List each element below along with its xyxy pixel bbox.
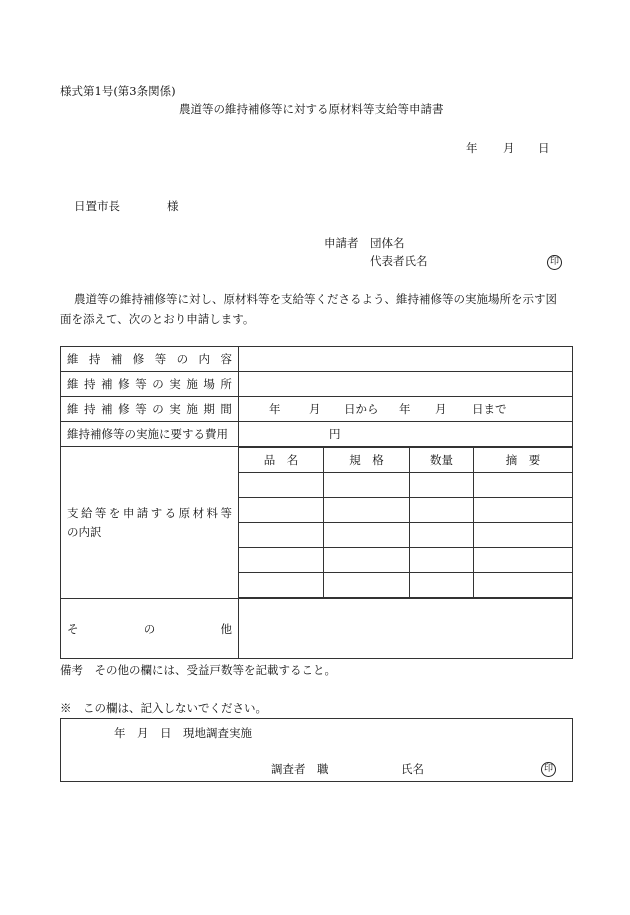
row-place-label [61,372,239,397]
row-cost-label-text: 維持補修等の実施に要する費用 [67,427,228,441]
period-start-month: 月 [309,402,321,416]
materials-cell[interactable] [474,548,573,573]
row-place-field[interactable] [239,372,573,397]
row-content-field[interactable] [239,347,573,372]
row-content-label [61,347,239,372]
other-label-char-2: の [143,621,156,636]
other-field[interactable] [239,599,573,659]
row-content-label-text: 維 持 補 修 等 の 内 容 [67,352,232,366]
materials-grid-cell [239,447,573,599]
date-year-label: 年 [466,141,478,155]
period-end-year: 年 [399,402,411,416]
inspector-label: 調査者 職 [271,762,329,776]
applicant-rep-label: 代表者氏名 [370,254,428,268]
row-period-field[interactable] [239,397,573,422]
intro-line-2: 面を添えて、次のとおり申請します。 [60,312,255,326]
materials-cell[interactable] [324,498,410,523]
date-month-label: 月 [503,141,515,155]
cost-unit: 円 [329,427,341,441]
applicant-org-label: 団体名 [370,236,405,250]
materials-header-remarks: 摘 要 [474,448,573,473]
materials-cell[interactable] [239,548,324,573]
row-place-label-text: 維 持 補 修 等 の 実 施 場 所 [67,377,232,391]
materials-grid [238,447,573,598]
materials-cell[interactable] [410,523,474,548]
other-label-char-3: 他 [220,621,232,636]
materials-cell[interactable] [324,548,410,573]
row-period-label [61,397,239,422]
materials-cell[interactable] [410,498,474,523]
application-table [60,346,573,659]
inspector-name-label: 氏名 [401,762,424,776]
materials-cell[interactable] [474,498,573,523]
office-use-caption: ※ この欄は、記入しないでください。 [60,701,267,715]
survey-date-line: 年 月 日 現地調査実施 [114,726,252,740]
row-cost-field[interactable] [239,422,573,447]
materials-header-name: 品 名 [239,448,324,473]
materials-cell[interactable] [239,498,324,523]
materials-cell[interactable] [324,523,410,548]
materials-cell[interactable] [410,473,474,498]
form-title: 農道等の維持補修等に対する原材料等支給等申請書 [179,102,444,116]
other-label-char-1: そ [67,621,79,636]
office-use-box [60,718,573,782]
form-number: 様式第1号(第3条関係) [60,84,176,98]
remarks-note: 備考 その他の欄には、受益戸数等を記載すること。 [60,663,336,677]
period-start-day: 日から [344,402,379,416]
period-end-day: 日まで [472,402,507,416]
intro-line-1: 農道等の維持補修等に対し、原材料等を支給等くださるよう、維持補修等の実施場所を示す図 [74,292,557,306]
materials-cell[interactable] [324,473,410,498]
addressee-honorific: 様 [167,199,179,213]
materials-header-spec: 規 格 [324,448,410,473]
materials-cell[interactable] [474,523,573,548]
other-label [61,599,239,659]
materials-cell[interactable] [324,573,410,598]
addressee-name: 日置市長 [74,199,120,213]
materials-header-qty: 数量 [410,448,474,473]
materials-label-line-2: の内訳 [67,525,102,539]
date-day-label: 日 [538,141,550,155]
applicant-label: 申請者 [324,236,359,250]
materials-label [61,447,239,599]
row-period-label-text: 維 持 補 修 等 の 実 施 期 間 [67,402,232,416]
materials-cell[interactable] [474,473,573,498]
period-start-year: 年 [269,402,281,416]
materials-cell[interactable] [239,523,324,548]
inspector-seal-mark: 印 [541,762,556,777]
other-label-text [61,621,238,637]
row-cost-label [61,422,239,447]
period-end-month: 月 [435,402,447,416]
materials-cell[interactable] [239,473,324,498]
materials-cell[interactable] [239,573,324,598]
applicant-seal-mark: 印 [547,255,562,270]
materials-cell[interactable] [474,573,573,598]
materials-cell[interactable] [410,548,474,573]
materials-label-line-1: 支 給 等 を 申 請 す る 原 材 料 等 [67,506,232,520]
materials-cell[interactable] [410,573,474,598]
